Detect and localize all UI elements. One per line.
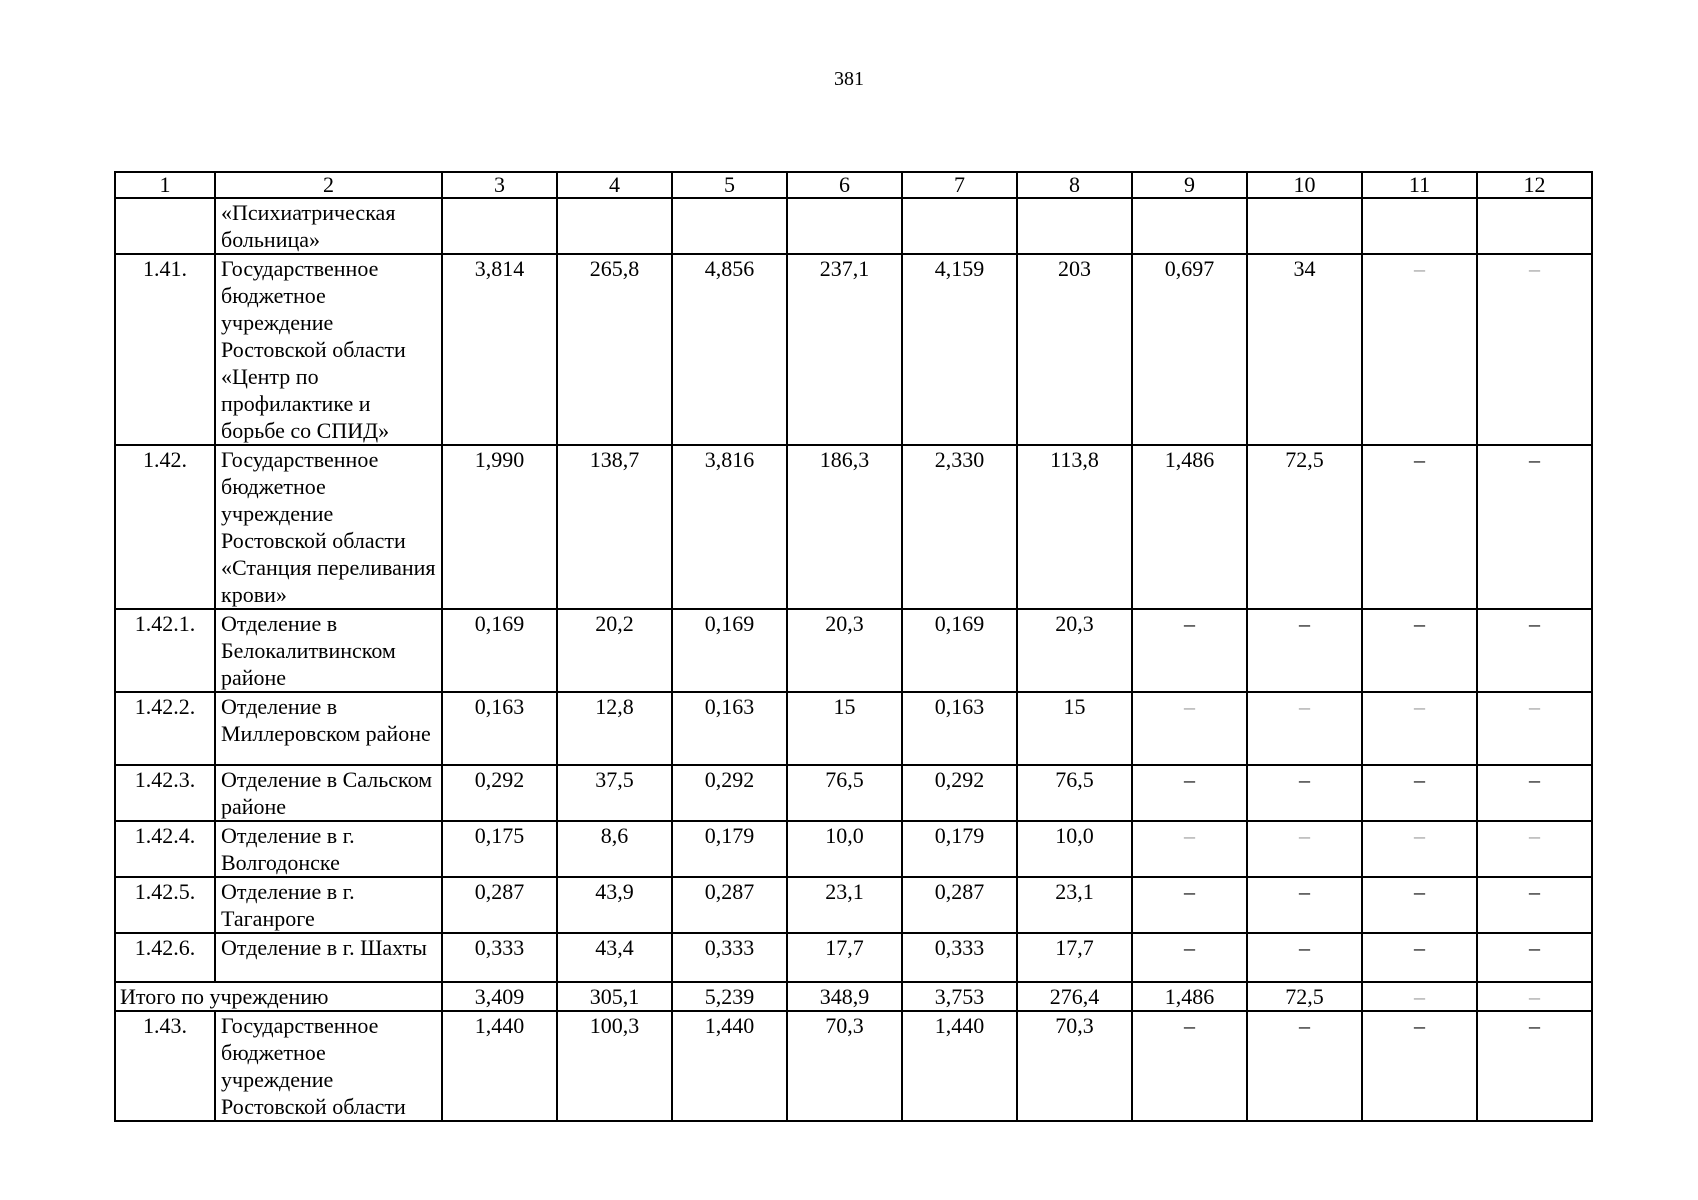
row-number: 1.43.: [115, 1011, 215, 1121]
table-row: [115, 254, 1592, 445]
value-cell-col-12: –: [1477, 445, 1592, 609]
value-cell-col-3: 3,409: [442, 982, 557, 1011]
institution-name: Отделение в Белокалитвинском районе: [215, 609, 442, 692]
value-cell-col-5: 5,239: [672, 982, 787, 1011]
value-cell-col-9: –: [1132, 765, 1247, 821]
value-cell-col-11: –: [1362, 692, 1477, 765]
value-cell-col-3: 3,814: [442, 254, 557, 445]
value-cell-col-4: 20,2: [557, 609, 672, 692]
header-row: [115, 172, 1592, 198]
value-cell-col-11: –: [1362, 982, 1477, 1011]
column-header-2: 2: [215, 172, 442, 198]
value-cell-col-12: [1477, 198, 1592, 254]
value-cell-col-12: –: [1477, 765, 1592, 821]
institution-name: «Психиатрическая больница»: [215, 198, 442, 254]
value-cell-col-3: 0,175: [442, 821, 557, 877]
column-header-6: 6: [787, 172, 902, 198]
value-cell-col-12: –: [1477, 821, 1592, 877]
value-cell-col-5: [672, 198, 787, 254]
value-cell-col-3: 0,287: [442, 877, 557, 933]
value-cell-col-7: 1,440: [902, 1011, 1017, 1121]
value-cell-col-5: 0,333: [672, 933, 787, 982]
value-cell-col-7: 0,179: [902, 821, 1017, 877]
row-number: 1.42.3.: [115, 765, 215, 821]
total-label: Итого по учреждению: [115, 982, 442, 1011]
value-cell-col-6: 15: [787, 692, 902, 765]
table-row: [115, 933, 1592, 982]
table-row: [115, 198, 1592, 254]
row-number: 1.42.1.: [115, 609, 215, 692]
table-body: [115, 172, 1592, 1121]
row-number: 1.42.4.: [115, 821, 215, 877]
value-cell-col-7: [902, 198, 1017, 254]
value-cell-col-8: 203: [1017, 254, 1132, 445]
institution-name: Государственное бюджетное учреждение Ростовской области: [215, 1011, 442, 1121]
value-cell-col-5: 0,169: [672, 609, 787, 692]
value-cell-col-5: 1,440: [672, 1011, 787, 1121]
value-cell-col-12: –: [1477, 692, 1592, 765]
value-cell-col-11: –: [1362, 933, 1477, 982]
row-number: 1.42.6.: [115, 933, 215, 982]
value-cell-col-6: [787, 198, 902, 254]
value-cell-col-7: 0,163: [902, 692, 1017, 765]
value-cell-col-3: [442, 198, 557, 254]
value-cell-col-10: –: [1247, 692, 1362, 765]
table-row: [115, 609, 1592, 692]
value-cell-col-11: –: [1362, 609, 1477, 692]
value-cell-col-5: 4,856: [672, 254, 787, 445]
institution-name: Отделение в г. Таганроге: [215, 877, 442, 933]
value-cell-col-12: –: [1477, 609, 1592, 692]
table-row: [115, 1011, 1592, 1121]
value-cell-col-4: 100,3: [557, 1011, 672, 1121]
value-cell-col-6: 10,0: [787, 821, 902, 877]
value-cell-col-11: –: [1362, 254, 1477, 445]
total-row: [115, 982, 1592, 1011]
value-cell-col-10: –: [1247, 609, 1362, 692]
value-cell-col-7: 0,287: [902, 877, 1017, 933]
table-row: [115, 692, 1592, 765]
column-header-5: 5: [672, 172, 787, 198]
institution-name: Отделение в г. Волгодонске: [215, 821, 442, 877]
value-cell-col-4: 12,8: [557, 692, 672, 765]
data-table: [114, 171, 1593, 1122]
column-header-3: 3: [442, 172, 557, 198]
column-header-12: 12: [1477, 172, 1592, 198]
value-cell-col-11: –: [1362, 445, 1477, 609]
value-cell-col-8: 10,0: [1017, 821, 1132, 877]
value-cell-col-8: 20,3: [1017, 609, 1132, 692]
value-cell-col-12: –: [1477, 933, 1592, 982]
value-cell-col-12: –: [1477, 982, 1592, 1011]
value-cell-col-4: 43,9: [557, 877, 672, 933]
value-cell-col-8: 17,7: [1017, 933, 1132, 982]
value-cell-col-9: 1,486: [1132, 445, 1247, 609]
value-cell-col-8: [1017, 198, 1132, 254]
table-row: [115, 877, 1592, 933]
value-cell-col-11: –: [1362, 877, 1477, 933]
row-number: 1.42.5.: [115, 877, 215, 933]
column-header-10: 10: [1247, 172, 1362, 198]
value-cell-col-5: 0,163: [672, 692, 787, 765]
value-cell-col-7: 4,159: [902, 254, 1017, 445]
value-cell-col-10: 72,5: [1247, 982, 1362, 1011]
value-cell-col-6: 17,7: [787, 933, 902, 982]
value-cell-col-5: 0,179: [672, 821, 787, 877]
value-cell-col-3: 0,169: [442, 609, 557, 692]
value-cell-col-11: [1362, 198, 1477, 254]
value-cell-col-10: 72,5: [1247, 445, 1362, 609]
value-cell-col-8: 15: [1017, 692, 1132, 765]
value-cell-col-3: 0,163: [442, 692, 557, 765]
value-cell-col-12: –: [1477, 254, 1592, 445]
value-cell-col-10: [1247, 198, 1362, 254]
value-cell-col-6: 237,1: [787, 254, 902, 445]
value-cell-col-9: 0,697: [1132, 254, 1247, 445]
value-cell-col-3: 0,292: [442, 765, 557, 821]
value-cell-col-4: 138,7: [557, 445, 672, 609]
value-cell-col-7: 0,333: [902, 933, 1017, 982]
value-cell-col-11: –: [1362, 821, 1477, 877]
value-cell-col-10: 34: [1247, 254, 1362, 445]
page-number: 381: [834, 68, 864, 90]
value-cell-col-4: [557, 198, 672, 254]
value-cell-col-7: 3,753: [902, 982, 1017, 1011]
value-cell-col-4: 8,6: [557, 821, 672, 877]
value-cell-col-9: –: [1132, 1011, 1247, 1121]
value-cell-col-9: –: [1132, 609, 1247, 692]
column-header-1: 1: [115, 172, 215, 198]
row-number: 1.42.2.: [115, 692, 215, 765]
value-cell-col-4: 305,1: [557, 982, 672, 1011]
value-cell-col-10: –: [1247, 765, 1362, 821]
value-cell-col-8: 113,8: [1017, 445, 1132, 609]
value-cell-col-6: 70,3: [787, 1011, 902, 1121]
value-cell-col-11: –: [1362, 1011, 1477, 1121]
value-cell-col-10: –: [1247, 933, 1362, 982]
institution-name: Отделение в Миллеровском районе: [215, 692, 442, 765]
value-cell-col-10: –: [1247, 877, 1362, 933]
value-cell-col-8: 76,5: [1017, 765, 1132, 821]
value-cell-col-6: 348,9: [787, 982, 902, 1011]
value-cell-col-5: 0,287: [672, 877, 787, 933]
table-row: [115, 765, 1592, 821]
value-cell-col-9: –: [1132, 821, 1247, 877]
value-cell-col-4: 43,4: [557, 933, 672, 982]
value-cell-col-3: 1,440: [442, 1011, 557, 1121]
value-cell-col-5: 3,816: [672, 445, 787, 609]
institution-name: Государственное бюджетное учреждение Ростовской области «Центр по профилактике и борьбе со СПИД»: [215, 254, 442, 445]
institution-name: Отделение в Сальском районе: [215, 765, 442, 821]
value-cell-col-9: –: [1132, 692, 1247, 765]
value-cell-col-4: 265,8: [557, 254, 672, 445]
value-cell-col-6: 186,3: [787, 445, 902, 609]
value-cell-col-11: –: [1362, 765, 1477, 821]
value-cell-col-8: 70,3: [1017, 1011, 1132, 1121]
value-cell-col-9: –: [1132, 877, 1247, 933]
row-number: 1.42.: [115, 445, 215, 609]
value-cell-col-6: 23,1: [787, 877, 902, 933]
value-cell-col-3: 1,990: [442, 445, 557, 609]
value-cell-col-9: [1132, 198, 1247, 254]
value-cell-col-12: –: [1477, 1011, 1592, 1121]
column-header-4: 4: [557, 172, 672, 198]
table-row: [115, 445, 1592, 609]
value-cell-col-12: –: [1477, 877, 1592, 933]
value-cell-col-3: 0,333: [442, 933, 557, 982]
value-cell-col-8: 276,4: [1017, 982, 1132, 1011]
value-cell-col-4: 37,5: [557, 765, 672, 821]
institution-name: Государственное бюджетное учреждение Ростовской области «Станция переливания крови»: [215, 445, 442, 609]
value-cell-col-9: 1,486: [1132, 982, 1247, 1011]
row-number: 1.41.: [115, 254, 215, 445]
row-number: [115, 198, 215, 254]
column-header-8: 8: [1017, 172, 1132, 198]
value-cell-col-5: 0,292: [672, 765, 787, 821]
table-row: [115, 821, 1592, 877]
column-header-11: 11: [1362, 172, 1477, 198]
value-cell-col-8: 23,1: [1017, 877, 1132, 933]
value-cell-col-7: 0,169: [902, 609, 1017, 692]
column-header-7: 7: [902, 172, 1017, 198]
value-cell-col-9: –: [1132, 933, 1247, 982]
value-cell-col-7: 0,292: [902, 765, 1017, 821]
value-cell-col-10: –: [1247, 1011, 1362, 1121]
institution-name: Отделение в г. Шахты: [215, 933, 442, 982]
value-cell-col-6: 20,3: [787, 609, 902, 692]
value-cell-col-7: 2,330: [902, 445, 1017, 609]
value-cell-col-6: 76,5: [787, 765, 902, 821]
value-cell-col-10: –: [1247, 821, 1362, 877]
column-header-9: 9: [1132, 172, 1247, 198]
